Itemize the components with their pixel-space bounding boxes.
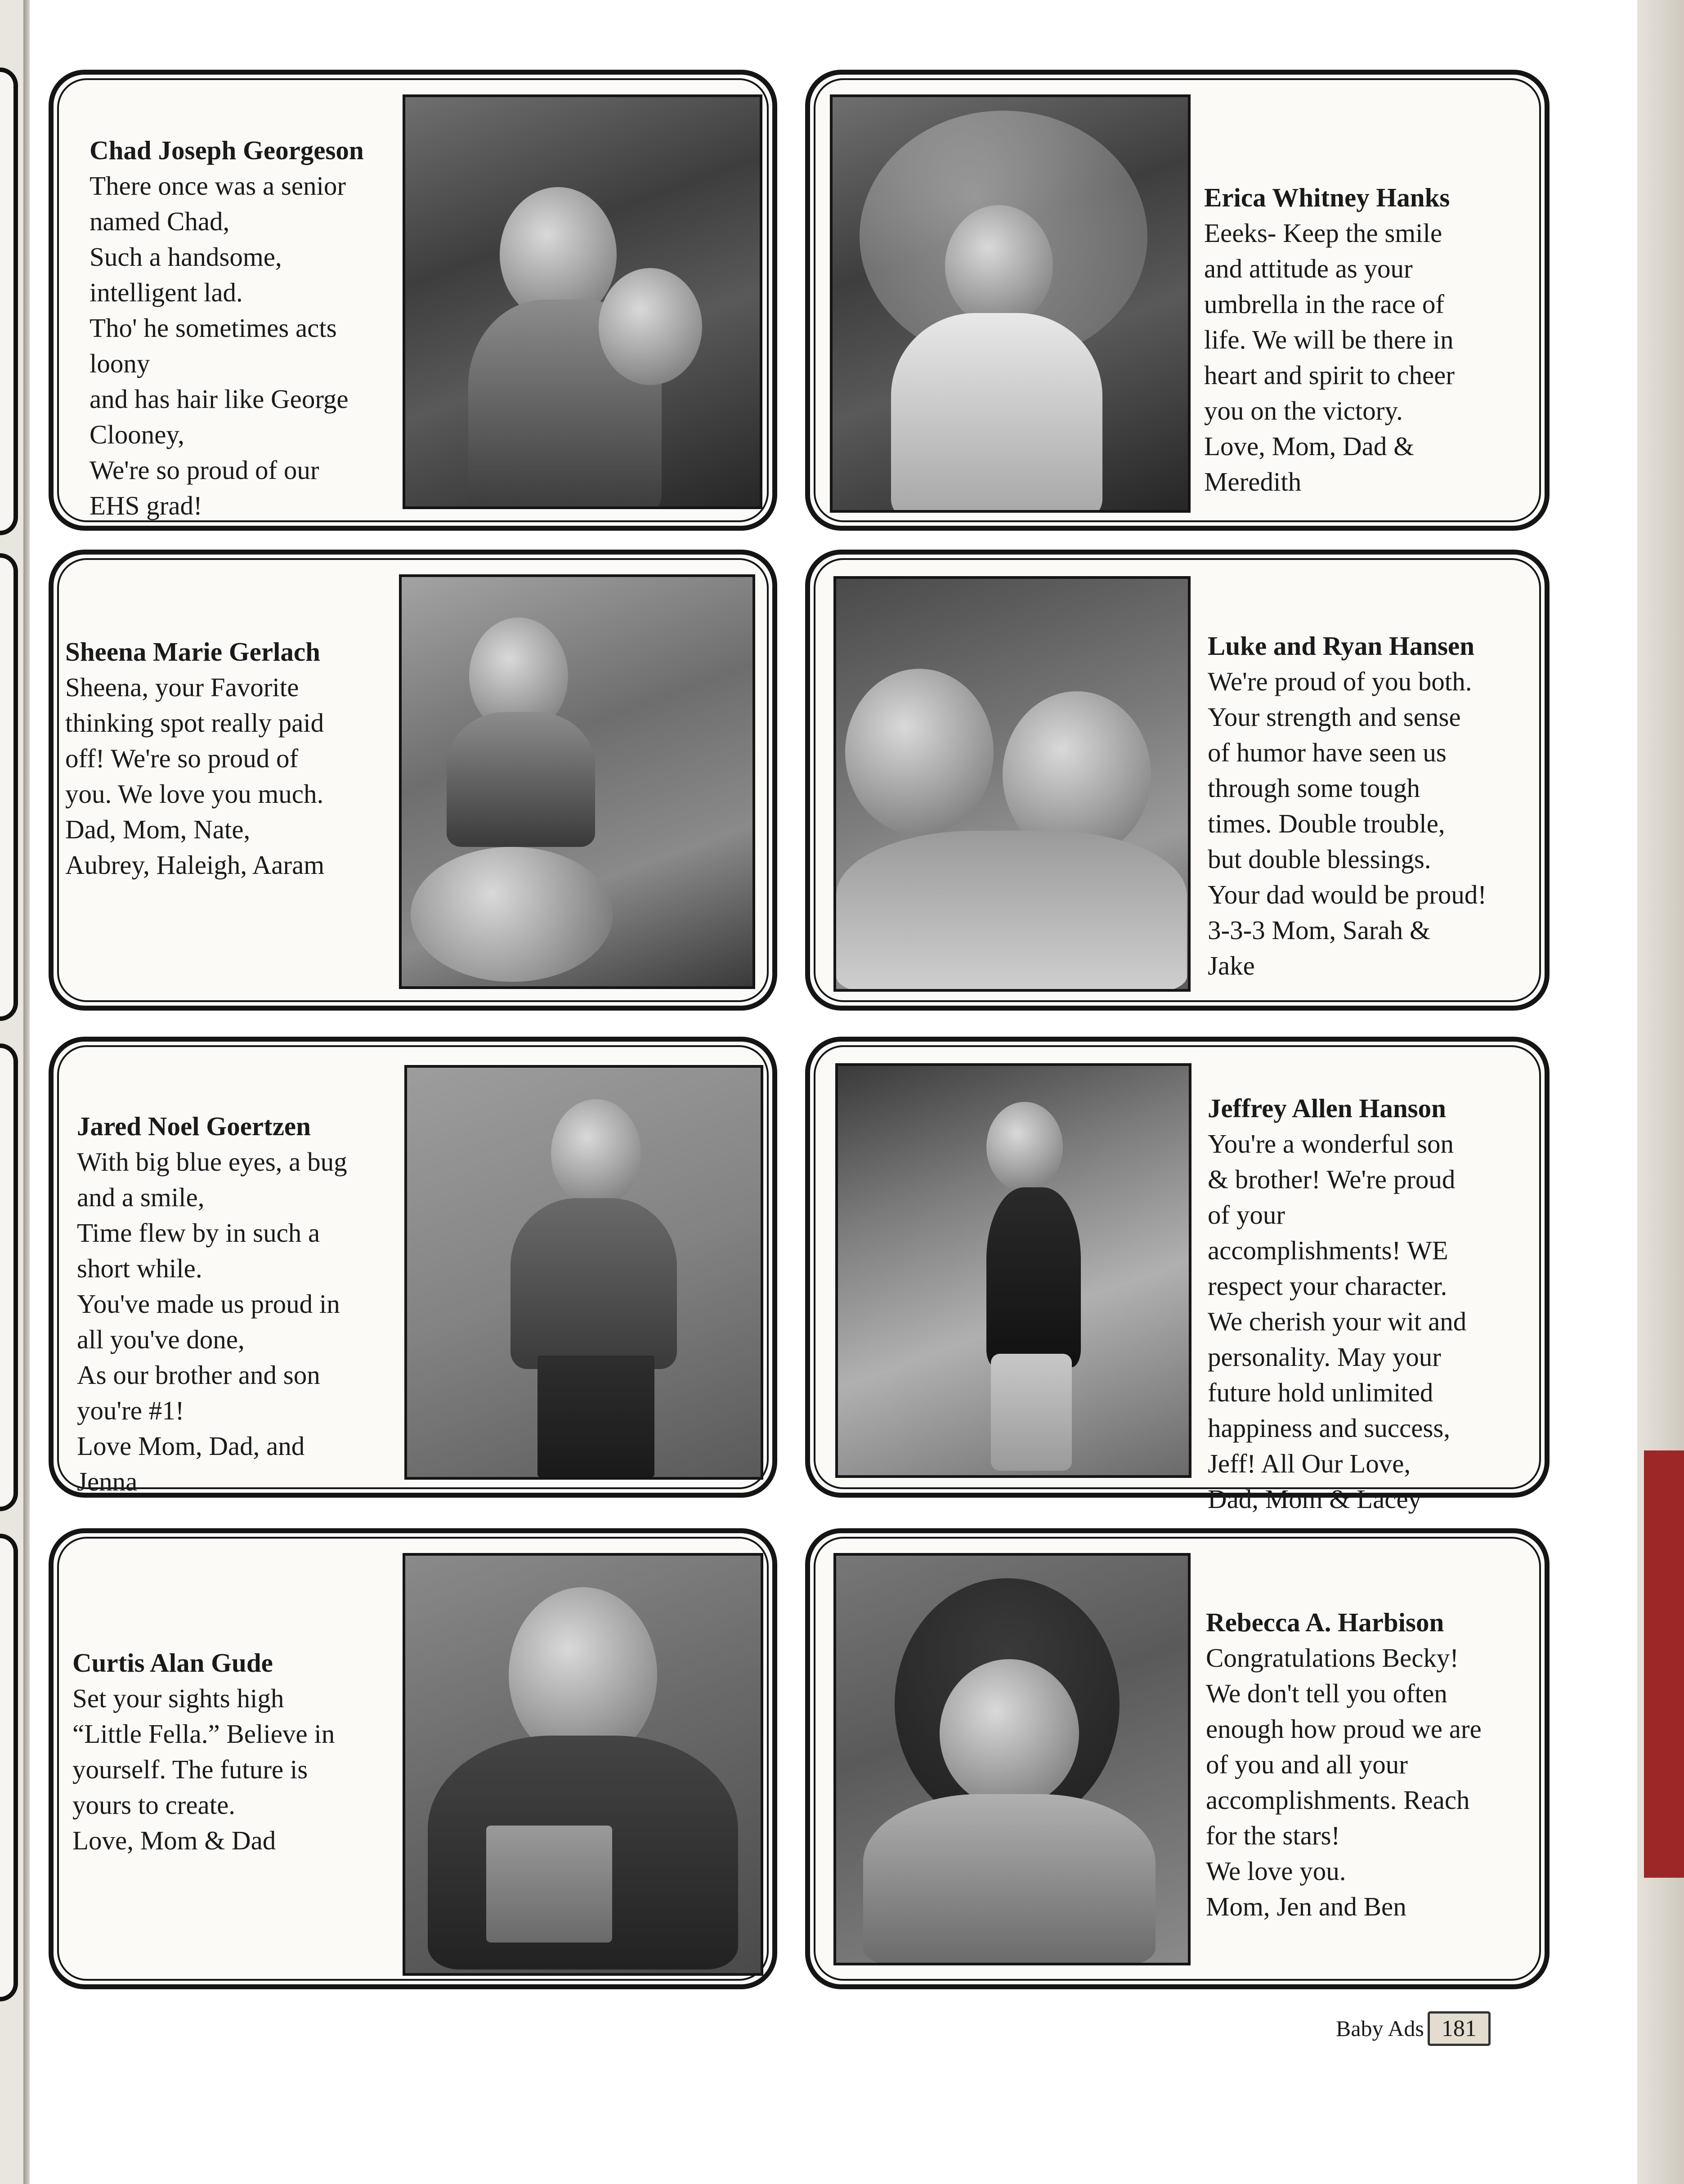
ad-text [1208, 1055, 1541, 1517]
previous-page-card-edge [0, 1534, 18, 2001]
section-tab-marker [1644, 1450, 1684, 1878]
baby-photo [399, 574, 755, 989]
ad-card-curtis [49, 1528, 777, 1989]
ad-name: Curtis Alan Gude [72, 1648, 273, 1678]
baby-photo [403, 1553, 763, 1976]
baby-photo [835, 1063, 1191, 1478]
ad-name: Jared Noel Goertzen [77, 1111, 311, 1141]
previous-page-card-edge [0, 67, 18, 535]
ad-name: Chad Joseph Georgeson [90, 135, 364, 165]
baby-photo [833, 1553, 1191, 1965]
ad-text [1204, 144, 1528, 500]
ad-message: Set your sights high “Little Fella.” Believe in yourself. The future is yours to create. Love, Mom & Dad [72, 1683, 335, 1855]
ad-name: Sheena Marie Gerlach [65, 637, 320, 667]
baby-photo [404, 1065, 763, 1480]
ad-text [72, 1610, 396, 1858]
ad-text [1206, 1569, 1539, 1924]
ad-message: With big blue eyes, a bug and a smile, Time flew by in such a short while. You've made us proud in all you've done, As our brother and son you're #1! Love Mom, Dad, and Jenna [77, 1147, 347, 1496]
ad-message: You're a wonderful son & brother! We're proud of your accomplishments! WE respect your character. We cherish your wit and personality. May your future hold unlimited happiness and success, Jeff! All Our Love, Dad, Mom & Lacey [1208, 1129, 1467, 1514]
section-label: Baby Ads [1336, 2016, 1424, 2041]
ad-message: Eeeks- Keep the smile and attitude as your umbrella in the race of life. We will be there in heart and spirit to cheer you on the victory. Love, Mom, Dad & Meredith [1204, 218, 1455, 497]
ad-message: Congratulations Becky! We don't tell you often enough how proud we are of you and all your accomplishments. Reach for the stars! We love you. Mom, Jen and Ben [1206, 1643, 1482, 1921]
ad-card-jeffrey [805, 1037, 1550, 1514]
baby-photo [830, 94, 1191, 513]
ad-message: There once was a senior named Chad, Such a handsome, intelligent lad. Tho' he sometimes acts loony and has hair like George Clooney, We're so proud of our EHS grad! [90, 171, 349, 520]
page-footer [1336, 2011, 1491, 2046]
ad-text [90, 97, 395, 524]
ad-message: We're proud of you both. Your strength and sense of humor have seen us through some tough times. Double trouble, but double blessings. Your dad would be proud! 3-3-3 Mom, Sarah & Jake [1208, 667, 1487, 980]
ad-message: Sheena, your Favorite thinking spot really paid off! We're so proud of you. We love you much. Dad, Mom, Nate, Aubrey, Haleigh, Aaram [65, 672, 325, 880]
ad-text [1208, 593, 1532, 984]
ad-text [77, 1073, 401, 1499]
ad-card-luke-ryan [805, 550, 1550, 1011]
ad-card-chad [49, 70, 777, 531]
previous-page-card-edge [0, 1043, 18, 1511]
ad-card-rebecca [805, 1528, 1550, 1989]
baby-photo [403, 94, 762, 509]
ad-card-jared [49, 1037, 777, 1498]
book-spine [23, 0, 30, 2184]
baby-photo [833, 576, 1191, 992]
ad-name: Rebecca A. Harbison [1206, 1607, 1444, 1637]
ad-card-erica [805, 70, 1550, 531]
ad-name: Jeffrey Allen Hanson [1208, 1093, 1446, 1123]
previous-page-card-edge [0, 553, 18, 1021]
ad-name: Luke and Ryan Hansen [1208, 631, 1475, 661]
ad-text [65, 599, 398, 883]
page-number: 181 [1428, 2011, 1491, 2046]
ad-card-sheena [49, 550, 777, 1011]
ad-name: Erica Whitney Hanks [1204, 183, 1450, 212]
